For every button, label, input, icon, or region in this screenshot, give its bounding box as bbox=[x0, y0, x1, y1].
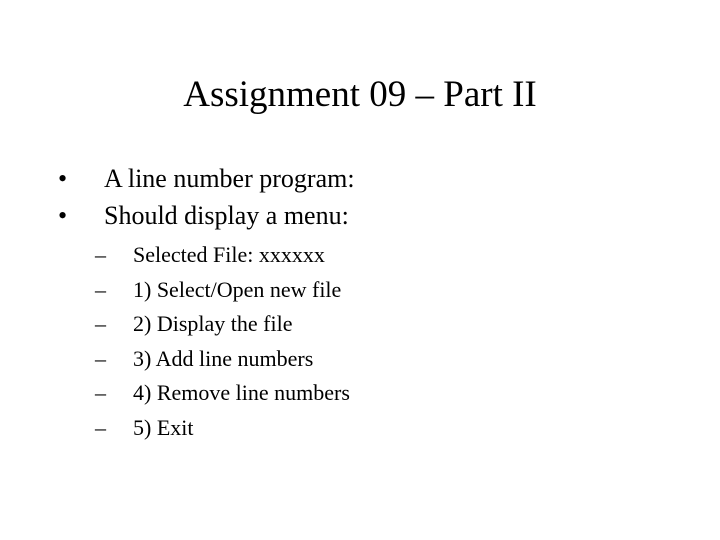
sub-item-text: 1) Select/Open new file bbox=[133, 276, 342, 302]
sub-item-text: 5) Exit bbox=[133, 414, 194, 440]
sub-item-text: Selected File: xxxxxx bbox=[133, 242, 325, 267]
bullet-text: A line number program: bbox=[104, 164, 355, 193]
sub-item-text: 4) Remove line numbers bbox=[133, 380, 350, 406]
dash-marker: – bbox=[95, 414, 106, 440]
slide-title: Assignment 09 – Part II bbox=[183, 74, 537, 115]
bullet-marker: • bbox=[58, 201, 68, 230]
sub-item-text: 3) Add line numbers bbox=[133, 345, 314, 371]
sub-item-text: 2) Display the file bbox=[133, 311, 293, 337]
dash-marker: – bbox=[95, 380, 106, 406]
bullet-text: Should display a menu: bbox=[104, 201, 349, 230]
bullet-marker: • bbox=[58, 164, 68, 193]
dash-marker: – bbox=[95, 311, 106, 337]
dash-marker: – bbox=[95, 242, 106, 267]
dash-marker: – bbox=[95, 345, 106, 371]
dash-marker: – bbox=[95, 276, 106, 302]
